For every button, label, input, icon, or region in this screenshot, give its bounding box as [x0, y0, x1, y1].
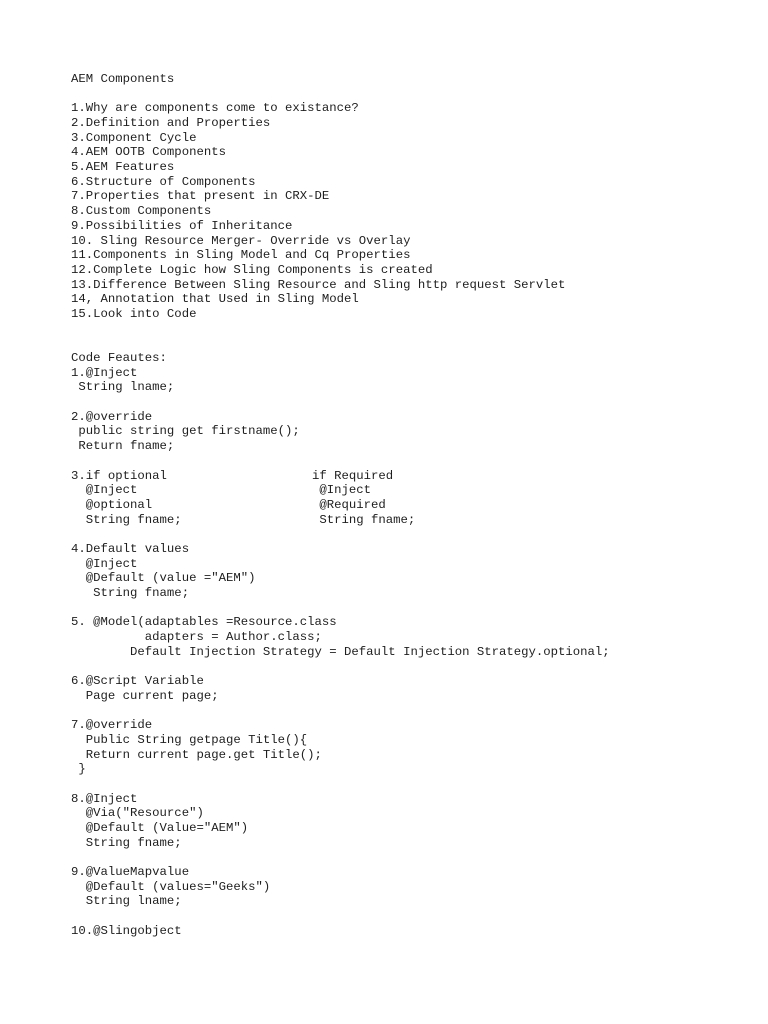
- code-line: @Via("Resource"): [71, 806, 204, 821]
- code-line: @Inject: [71, 483, 138, 498]
- code-line: String lname;: [71, 894, 182, 909]
- toc-item: 1.Why are components come to existance?: [71, 101, 359, 116]
- code-line: Default Injection Strategy = Default Injection Strategy.optional;: [71, 644, 610, 659]
- code-line: @Inject: [71, 556, 138, 571]
- code-line: }: [71, 762, 86, 777]
- toc-item: 5.AEM Features: [71, 160, 175, 175]
- code-section-5: [71, 615, 751, 659]
- code-line: @Required: [312, 497, 386, 512]
- toc-item: 6.Structure of Components: [71, 174, 256, 189]
- spacer: [71, 87, 751, 102]
- code-line: Return fname;: [71, 439, 175, 454]
- code-line: 3.if optional: [71, 468, 167, 483]
- toc-item: 2.Definition and Properties: [71, 116, 271, 131]
- code-section-8: [71, 792, 751, 851]
- code-line: 10.@Slingobject: [71, 923, 182, 938]
- code-heading: Code Feautes:: [71, 351, 167, 366]
- code-section-2: [71, 410, 751, 454]
- code-section-7: [71, 718, 751, 777]
- code-line: @Inject: [312, 483, 372, 498]
- code-line: String fname;: [71, 585, 190, 600]
- toc-item: 13.Difference Between Sling Resource and Sling http request Servlet: [71, 277, 566, 292]
- document-page: [71, 72, 751, 938]
- code-line: 4.Default values: [71, 541, 190, 556]
- spacer: [71, 909, 751, 924]
- code-line: 6.@Script Variable: [71, 674, 204, 689]
- code-line: adapters = Author.class;: [71, 630, 322, 645]
- required-column: [312, 469, 415, 528]
- toc-item: 3.Component Cycle: [71, 130, 197, 145]
- code-line: public string get firstname();: [71, 424, 300, 439]
- code-line: @Default (value ="AEM"): [71, 571, 256, 586]
- spacer: [71, 850, 751, 865]
- code-line: 8.@Inject: [71, 791, 138, 806]
- code-line: String lname;: [71, 380, 175, 395]
- code-section-3: [71, 469, 751, 528]
- code-section-4: [71, 542, 751, 601]
- code-line: Public String getpage Title(){: [71, 732, 308, 747]
- toc-item: 8.Custom Components: [71, 204, 212, 219]
- code-line: @Default (Value="AEM"): [71, 820, 249, 835]
- toc-item: 15.Look into Code: [71, 306, 197, 321]
- code-line: String fname;: [71, 512, 182, 527]
- spacer: [71, 777, 751, 792]
- code-line: 1.@Inject: [71, 365, 138, 380]
- code-line: @optional: [71, 497, 153, 512]
- code-line: @Default (values="Geeks"): [71, 879, 271, 894]
- code-line: Page current page;: [71, 688, 219, 703]
- code-line: 7.@override: [71, 718, 153, 733]
- code-line: 5. @Model(adaptables =Resource.class: [71, 615, 337, 630]
- code-line: 2.@override: [71, 409, 153, 424]
- toc-item: 10. Sling Resource Merger- Override vs Overlay: [71, 233, 411, 248]
- spacer: [71, 322, 751, 351]
- code-line: Return current page.get Title();: [71, 747, 322, 762]
- spacer: [71, 454, 751, 469]
- code-section-9: [71, 865, 751, 909]
- spacer: [71, 395, 751, 410]
- table-of-contents: [71, 101, 751, 321]
- toc-item: 12.Complete Logic how Sling Components is created: [71, 262, 433, 277]
- code-line: String fname;: [312, 512, 416, 527]
- code-section-10: [71, 924, 751, 939]
- toc-item: 14, Annotation that Used in Sling Model: [71, 292, 359, 307]
- document-title: AEM Components: [71, 72, 175, 86]
- code-section-1: [71, 366, 751, 395]
- code-line: 9.@ValueMapvalue: [71, 864, 190, 879]
- spacer: [71, 659, 751, 674]
- toc-item: 4.AEM OOTB Components: [71, 145, 226, 160]
- toc-item: 7.Properties that present in CRX-DE: [71, 189, 330, 204]
- spacer: [71, 601, 751, 616]
- spacer: [71, 703, 751, 718]
- toc-item: 11.Components in Sling Model and Cq Properties: [71, 248, 411, 263]
- optional-column: [71, 469, 182, 528]
- code-line: String fname;: [71, 835, 182, 850]
- code-line: if Required: [312, 468, 394, 483]
- code-section-6: [71, 674, 751, 703]
- toc-item: 9.Possibilities of Inheritance: [71, 218, 293, 233]
- spacer: [71, 527, 751, 542]
